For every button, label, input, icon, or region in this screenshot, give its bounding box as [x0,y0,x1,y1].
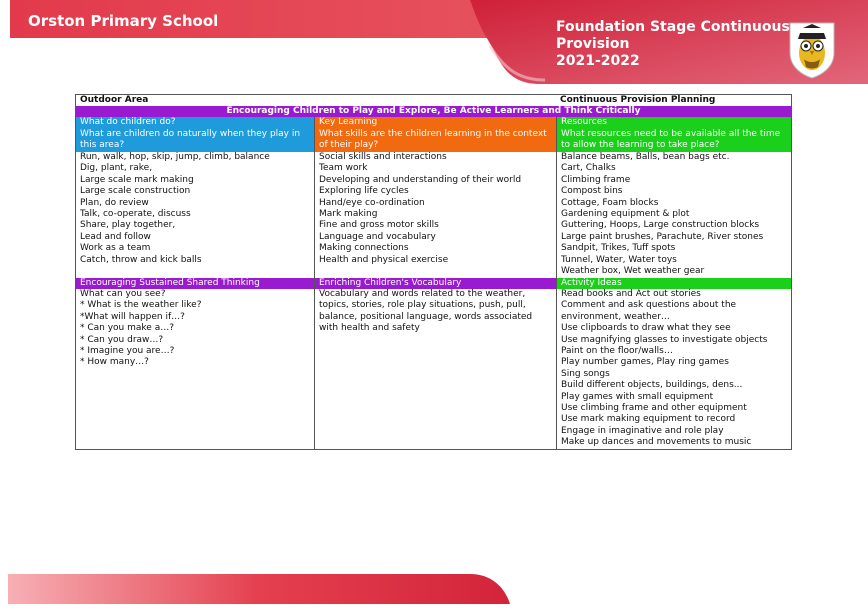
list-item: Use climbing frame and other equipment [561,403,747,414]
list-item: Sandpit, Trikes, Tuff spots [561,243,676,254]
col3-list-2 [556,289,791,450]
list-item: Engage in imaginative and role play [561,425,724,436]
col3-heading: Resources [556,117,791,129]
footer-banner [0,570,868,614]
section-banner: Encouraging Children to Play and Explore, Be Active Learners and Think Critically [76,106,791,117]
list-row [76,152,791,279]
list-item: Large scale mark making [80,174,194,185]
list-item: Compost bins [561,186,623,197]
list-item: * Imagine you are…? [80,346,175,357]
list-item: Comment and ask questions about the environment, weather… [561,300,737,322]
title-line: Provision [556,36,630,52]
col2-question: What skills are the children learning in the context of their play? [314,129,556,152]
col3-heading-2: Activity Ideas [556,278,791,289]
list-item: Hand/eye co-ordination [319,197,425,208]
table-header-row [76,95,791,106]
list-item: Language and vocabulary [319,231,436,242]
list-item: Making connections [319,243,409,254]
vocabulary-text: Vocabulary and words related to the weather, topics, stories, role play situations, push, pull, balance, positional language, words associated with health and safety [319,289,533,334]
col3-list [556,152,791,278]
col1-list-2 [76,289,314,450]
list-item: Build different objects, buildings, dens... [561,380,743,391]
list-item: Team work [319,163,368,174]
list-row-2 [76,289,791,450]
col1-list [76,152,314,278]
list-item: Play number games, Play ring games [561,357,729,368]
list-item: Sing songs [561,368,610,379]
school-name: Orston Primary School [28,12,219,30]
list-item: Cottage, Foam blocks [561,197,659,208]
list-item: Use clipboards to draw what they see [561,323,731,334]
list-item: Use magnifying glasses to investigate objects [561,334,768,345]
list-item: Fine and gross motor skills [319,220,439,231]
col1-question: What are children do naturally when they play in this area? [76,129,314,152]
list-item: Weather box, Wet weather gear [561,266,705,277]
col2-list-2 [314,289,556,450]
list-item: Large scale construction [80,186,191,197]
heading-row [76,117,791,129]
list-item: Share, play together, [80,220,176,231]
list-item: Cart, Chalks [561,163,616,174]
planning-label: Continuous Provision Planning [560,95,716,105]
list-item: * Can you make a…? [80,323,174,334]
col1-heading: What do children do? [76,117,314,129]
list-item: Read books and Act out stories [561,289,701,299]
list-item: * Can you draw…? [80,334,164,345]
list-item: Developing and understanding of their world [319,174,522,185]
list-item: *What will happen if…? [80,311,185,322]
heading-row-2 [76,278,791,289]
list-item: Tunnel, Water, Water toys [561,254,677,265]
col2-heading: Key Learning [314,117,556,129]
list-item: Guttering, Hoops, Large construction blocks [561,220,760,231]
col3-question: What resources need to be available all the time to allow the learning to take place? [556,129,791,152]
list-item: Gardening equipment & plot [561,209,690,220]
list-item: Mark making [319,209,378,220]
col1-heading-2: Encouraging Sustained Shared Thinking [76,278,314,289]
list-item: Lead and follow [80,231,151,242]
area-label: Outdoor Area [80,95,149,105]
list-item: * What is the weather like? [80,300,202,311]
list-item: Talk, co-operate, discuss [80,209,191,220]
col2-heading-2: Enriching Children's Vocabulary [314,278,556,289]
list-item: Make up dances and movements to music [561,437,752,448]
owl-logo-icon [786,19,838,79]
list-item: Exploring life cycles [319,186,409,197]
list-item: Run, walk, hop, skip, jump, climb, balance [80,152,270,162]
list-item: What can you see? [80,289,166,299]
list-item: Dig, plant, rake, [80,163,153,174]
provision-table [75,94,792,450]
page-title [556,19,790,70]
title-line: Foundation Stage Continuous [556,19,790,35]
list-item: Balance beams, Balls, bean bags etc. [561,152,730,162]
list-item: Climbing frame [561,174,631,185]
list-item: Use mark making equipment to record [561,414,736,425]
list-item: Large paint brushes, Parachute, River stones [561,231,764,242]
col2-list [314,152,556,278]
list-item: Health and physical exercise [319,254,449,265]
list-item: Social skills and interactions [319,152,447,162]
title-line: 2021-2022 [556,53,640,69]
list-item: Catch, throw and kick balls [80,254,202,265]
list-item: Plan, do review [80,197,149,208]
question-row [76,129,791,152]
list-item: Work as a team [80,243,151,254]
list-item: Paint on the floor/walls… [561,346,673,357]
list-item: Play games with small equipment [561,391,714,402]
list-item: * How many…? [80,357,149,368]
